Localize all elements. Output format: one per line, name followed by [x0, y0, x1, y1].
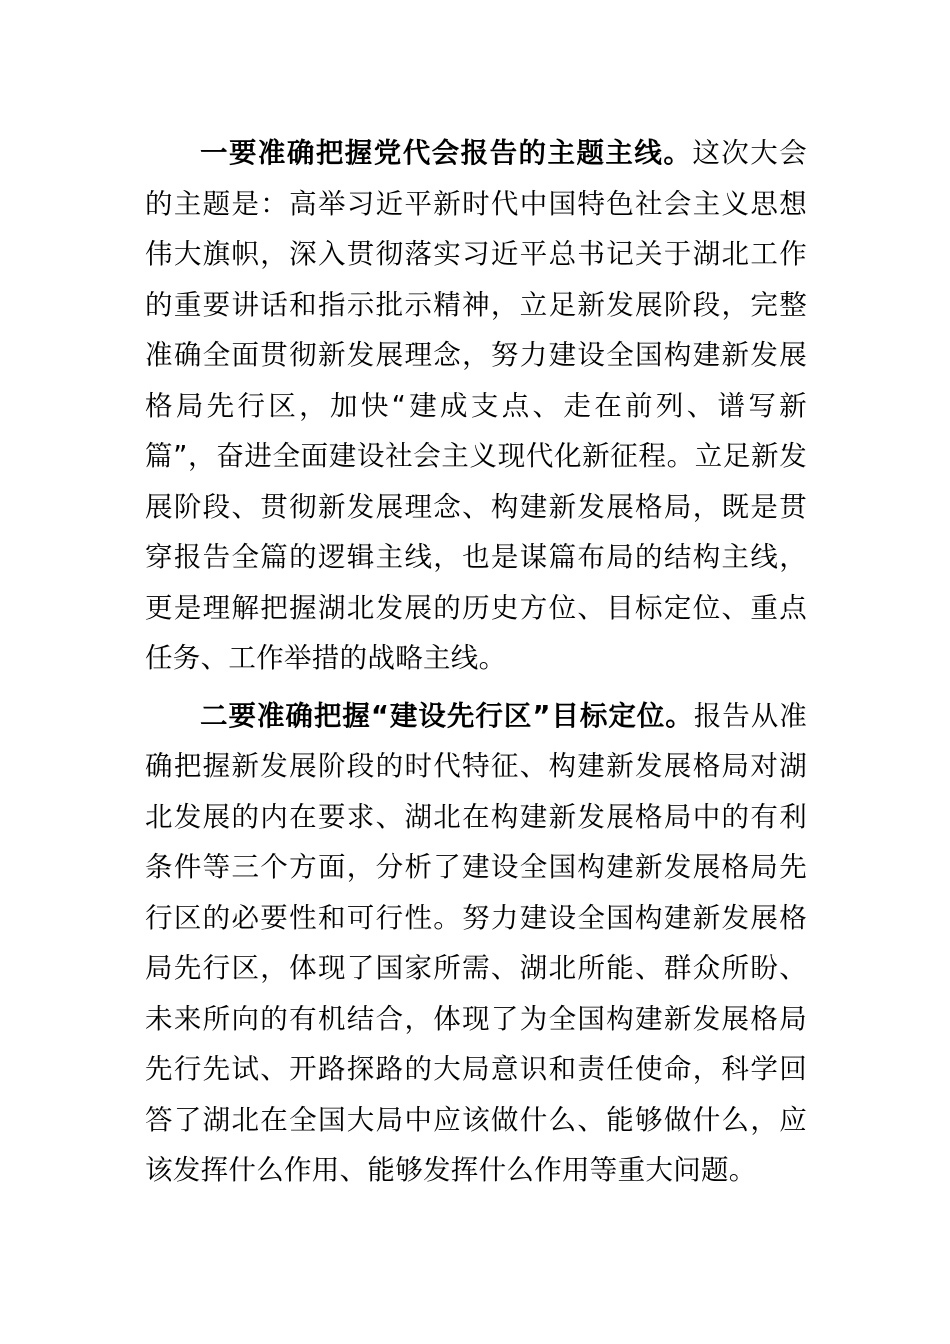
paragraph-heading: 一要准确把握党代会报告的主题主线。: [200, 137, 693, 169]
paragraph-body: 这次大会的主题是：高举习近平新时代中国特色社会主义思想伟大旗帜，深入贯彻落实习近平总书记关于湖北工作的重要讲话和指示批示精神，立足新发展阶段，完整准确全面贯彻新发展理念，努力建设全国构建新发展格局先行区，加快“建成支点、走在前列、谱写新篇”，奋进全面建设社会主义现代化新征程。立足新发展阶段、贯彻新发展理念、构建新发展格局，既是贯穿报告全篇的逻辑主线，也是谋篇布局的结构主线，更是理解把握湖北发展的历史方位、目标定位、重点任务、工作举措的战略主线。: [145, 137, 807, 674]
paragraph-heading: 二要准确把握“建设先行区”目标定位。: [200, 699, 694, 732]
paragraph-body: 报告从准确把握新发展阶段的时代特征、构建新发展格局对湖北发展的内在要求、湖北在构建新发展格局中的有利条件等三个方面，分析了建设全国构建新发展格局先行区的必要性和可行性。努力建设全国构建新发展格局先行区，体现了国家所需、湖北所能、群众所盼、未来所向的有机结合，体现了为全国构建新发展格局先行先试、开路探路的大局意识和责任使命，科学回答了湖北在全国大局中应该做什么、能够做什么，应该发挥什么作用、能够发挥什么作用等重大问题。: [145, 699, 808, 1186]
paragraph-target-positioning: [145, 691, 807, 1196]
document-page: [145, 128, 807, 1196]
paragraph-theme-mainline: [145, 128, 807, 684]
